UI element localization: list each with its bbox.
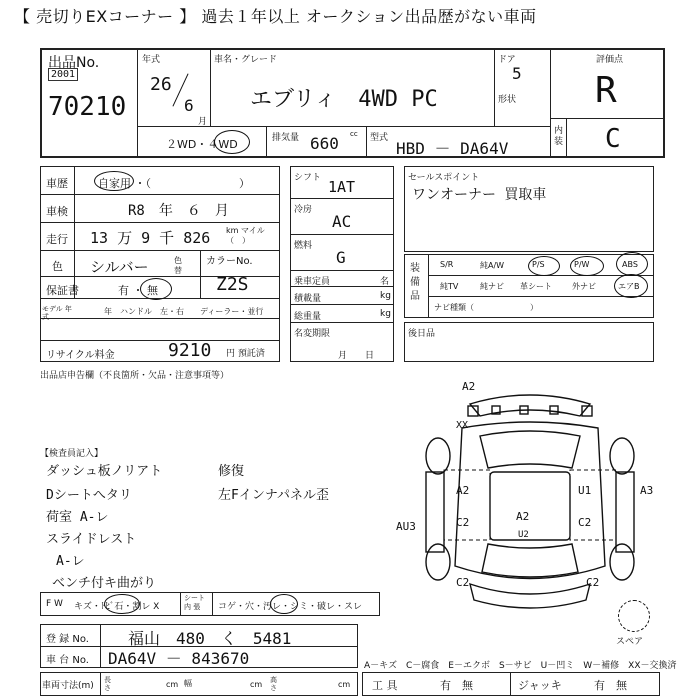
interior-label: 内装 bbox=[554, 126, 564, 147]
recycle-value: 9210 bbox=[168, 340, 212, 361]
car-top-bumper bbox=[470, 395, 590, 416]
change-label: 名変期限 bbox=[294, 329, 331, 339]
history-value: 自家用 ・（ ） bbox=[98, 177, 250, 190]
shift-value: 1AT bbox=[328, 178, 356, 196]
grade-score: R bbox=[595, 70, 617, 111]
dim-length-label: 長さ bbox=[104, 676, 111, 692]
dim-height-unit: cm bbox=[338, 680, 351, 689]
equip-tv: 純TV bbox=[440, 282, 459, 291]
handle-row: 年 ハンドル 左・右 ディーラー・並行 bbox=[104, 307, 264, 316]
equip-navi: 純ナビ bbox=[480, 282, 504, 291]
inspector-right-2: 左Fインナパネル歪 bbox=[218, 488, 330, 503]
history-circle bbox=[94, 171, 134, 191]
inspector-item-4: スライドレスト bbox=[46, 532, 137, 547]
color-label: 色 bbox=[52, 260, 63, 273]
doors-label: ドア bbox=[498, 55, 516, 65]
tools-label: 工 具 bbox=[372, 679, 398, 692]
dmg-rear-left: C2 bbox=[456, 576, 470, 589]
warranty-value: 有 ・ 無 bbox=[118, 284, 158, 297]
car-windshield bbox=[480, 431, 580, 468]
lot-number: 70210 bbox=[48, 92, 127, 122]
warranty-circle bbox=[140, 278, 172, 300]
year-value: 26 bbox=[150, 74, 172, 95]
cc-unit: cc bbox=[350, 130, 358, 138]
capacity-label: 乗車定員 bbox=[294, 277, 331, 287]
dims-label: 車両寸法(m) bbox=[42, 681, 94, 691]
inspector-item-2: Dシートへタリ bbox=[46, 488, 132, 503]
fw-circle-2 bbox=[270, 594, 298, 614]
warranty-label: 保証書 bbox=[46, 284, 79, 297]
dim-length-unit: cm bbox=[166, 680, 179, 689]
fw-label: F W bbox=[46, 599, 63, 609]
recycle-unit: 円 預託済 bbox=[226, 349, 265, 359]
fw-circle-1 bbox=[104, 594, 140, 614]
displacement-value: 660 bbox=[310, 134, 339, 153]
reg-value: 福山 480 く 5481 bbox=[128, 629, 292, 648]
equip-navi-type: ナビ種類（ ） bbox=[434, 303, 538, 312]
color-value: シルバー bbox=[90, 258, 149, 276]
zone-right bbox=[570, 470, 616, 540]
dmg-left-mid: A2 bbox=[456, 484, 470, 497]
pw-circle bbox=[570, 256, 604, 276]
year-label: 年式 bbox=[142, 55, 161, 65]
color-change: 色替 bbox=[174, 256, 182, 275]
after-items-label: 後日品 bbox=[408, 329, 436, 339]
dmg-left-door: C2 bbox=[456, 516, 470, 529]
equip-sr: S/R bbox=[440, 260, 454, 269]
car-rear-bumper bbox=[470, 584, 590, 608]
fw-text2: コゲ・穴・汚レ・シミ・破レ・スレ bbox=[218, 602, 363, 612]
wheel-fl bbox=[426, 438, 450, 474]
color-no-value: Z2S bbox=[216, 274, 249, 295]
sales-point-label: セールスポイント bbox=[408, 173, 480, 183]
lot-label: 出品No. bbox=[48, 55, 100, 71]
doors-value: 5 bbox=[512, 64, 522, 83]
grade-label: 評価点 bbox=[596, 55, 624, 65]
equip-aw: 純A/W bbox=[480, 261, 505, 270]
wheel-rl bbox=[426, 544, 450, 580]
inspector-right-1: 修復 bbox=[218, 464, 245, 479]
inspector-item-6: ベンチ付キ曲がり bbox=[52, 576, 157, 591]
jack-label: ジャッキ bbox=[518, 679, 562, 692]
load-unit: kg bbox=[380, 291, 391, 301]
dmg-rear-right: C2 bbox=[586, 576, 600, 589]
mileage-value: 13 万 9 千 826 bbox=[90, 229, 211, 247]
chassis-label: 車 台 No. bbox=[46, 655, 89, 666]
dim-width-label: 幅 bbox=[184, 679, 192, 688]
model-value: HBD － DA64V bbox=[396, 139, 509, 158]
load-label: 積載量 bbox=[294, 294, 322, 304]
header-title: 【 売切りEXコーナー 】 過去１年以上 オークション出品歴がない車両 bbox=[14, 7, 537, 26]
fw-seat: シート 内 張 bbox=[184, 594, 205, 611]
dmg-right-door: C2 bbox=[578, 516, 592, 529]
equip-leather: 革シート bbox=[520, 282, 552, 291]
wheel-rr bbox=[610, 544, 634, 580]
inspector-item-5: A-レ bbox=[56, 554, 85, 569]
dmg-center: A2 bbox=[516, 510, 530, 523]
wheel-fr bbox=[610, 438, 634, 474]
sales-point-text: ワンオーナー 買取車 bbox=[412, 187, 547, 203]
car-diagram bbox=[400, 376, 660, 626]
aircon-label: 冷房 bbox=[294, 205, 313, 215]
displacement-label: 排気量 bbox=[272, 133, 300, 143]
reg-label: 登 録 No. bbox=[46, 634, 89, 645]
month-value: 6 bbox=[184, 96, 194, 115]
tools-options: 有 無 bbox=[440, 679, 473, 692]
recycle-label: リサイクル料金 bbox=[46, 350, 115, 361]
dim-height-label: 高さ bbox=[270, 676, 277, 692]
equip-airbag: エアB bbox=[618, 282, 640, 291]
shift-label: シフト bbox=[294, 173, 322, 183]
inspector-item-3: 荷室 A-レ bbox=[46, 510, 109, 525]
dmg-top: A2 bbox=[462, 380, 476, 393]
capacity-unit: 名 bbox=[380, 277, 390, 287]
mileage-unit: km マイル（ ） bbox=[226, 226, 265, 245]
4wd-circle bbox=[214, 130, 250, 154]
shape-label: 形状 bbox=[498, 95, 517, 105]
lamp-3 bbox=[550, 406, 558, 414]
dmg-right-edge: A3 bbox=[640, 484, 654, 497]
dmg-center2: U2 bbox=[518, 530, 529, 540]
inspector-label: 【検査員記入】 bbox=[40, 449, 104, 459]
month-unit: 月 bbox=[198, 117, 208, 127]
aircon-value: AC bbox=[332, 212, 352, 231]
dim-width-unit: cm bbox=[250, 680, 263, 689]
weight-label: 総重量 bbox=[294, 312, 322, 322]
right-side bbox=[616, 472, 634, 552]
airbag-circle bbox=[614, 274, 648, 298]
left-side bbox=[426, 472, 444, 552]
ps-circle bbox=[528, 256, 560, 276]
dmg-xx: XX bbox=[456, 420, 469, 431]
equipment-label: 装備品 bbox=[410, 263, 420, 302]
after-items-block bbox=[404, 322, 654, 362]
equip-ext-navi: 外ナビ bbox=[572, 282, 596, 291]
fw-text1: キズ・ﾄﾋﾞ石・割レ X bbox=[74, 602, 160, 612]
dmg-left-edge: AU3 bbox=[396, 520, 416, 533]
seller-notes-label: 出品店申告欄（不良箇所・欠品・注意事項等） bbox=[40, 371, 230, 381]
car-roof bbox=[490, 472, 570, 540]
zone-left bbox=[444, 470, 490, 540]
change-unit: 月 日 bbox=[338, 351, 375, 361]
fuel-label: 燃料 bbox=[294, 241, 313, 251]
inspection-label: 車検 bbox=[46, 205, 68, 218]
vehicle-name: エブリィ 4WD PC bbox=[250, 87, 438, 112]
inspection-value: R8 年 ６ 月 bbox=[128, 203, 229, 219]
fuel-value: G bbox=[336, 248, 346, 267]
mileage-label: 走行 bbox=[46, 233, 68, 246]
car-rear-window bbox=[482, 544, 578, 577]
equip-ps: P/S bbox=[532, 260, 545, 269]
abs-circle bbox=[616, 252, 648, 276]
history-label: 車歴 bbox=[46, 177, 68, 190]
jack-options: 有 無 bbox=[594, 679, 627, 692]
spare-circle bbox=[618, 600, 650, 632]
lot-sub-number: 2001 bbox=[48, 68, 78, 81]
model-type-label: モデル 年式 bbox=[42, 305, 72, 321]
chassis-value: DA64V － 843670 bbox=[108, 649, 250, 668]
interior-value: C bbox=[605, 124, 621, 154]
model-label: 型式 bbox=[370, 133, 389, 143]
drive-options: ２WD・４WD bbox=[166, 138, 238, 151]
name-label: 車名・グレード bbox=[214, 55, 278, 65]
color-no-label: カラーNo. bbox=[206, 256, 253, 267]
inspector-item-1: ダッシュ板ノリアト bbox=[46, 464, 163, 479]
equip-abs: ABS bbox=[622, 260, 638, 269]
legend-text: A－キズ C－腐食 E－エクボ S－サビ U－凹ミ W－補修 XX－交換済 bbox=[364, 661, 677, 671]
dmg-right-mid: U1 bbox=[578, 484, 592, 497]
spare-label: スペア bbox=[616, 637, 644, 647]
weight-unit: kg bbox=[380, 309, 391, 319]
equip-pw: P/W bbox=[574, 260, 590, 269]
car-body-outline bbox=[455, 422, 605, 579]
